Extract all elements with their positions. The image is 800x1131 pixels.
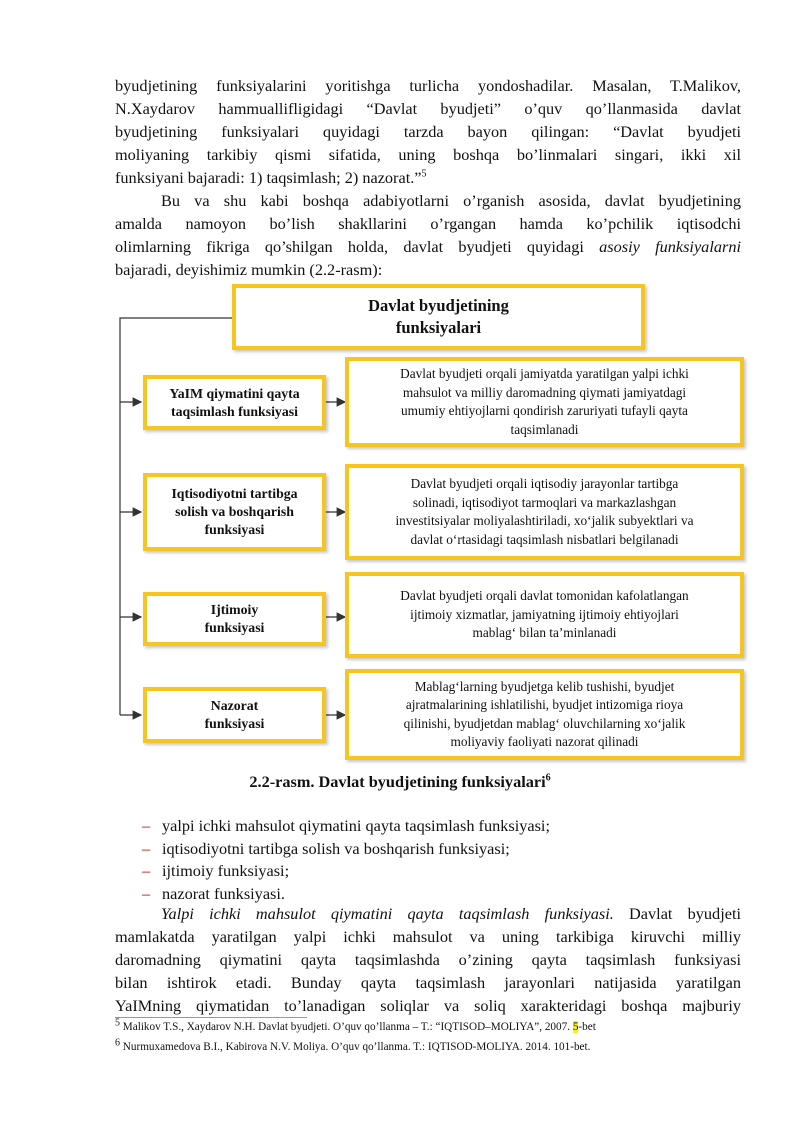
function-box-control [143,687,326,743]
box-line: ijtimoiy xizmatlar, jamiyatning ijtimoiy ehtiyojlari [410,606,679,622]
paragraph-1 [115,74,741,189]
diagram-title-line: Davlat byudjetining [368,296,509,315]
box-line: funksiyasi [204,716,265,731]
footnote-6 [115,1037,591,1055]
box-line: mahsulot va milliy daromadning qiymati jamiyatdagi [402,384,687,400]
footnote-number: 6 [115,1037,120,1049]
text-line: byudjetining funksiyalarini yoritishga turlicha yondoshadilar. Masalan, T.Malikov, [115,76,741,95]
paragraph-2 [115,189,741,281]
list-item: – ijtimoiy funksiyasi; [142,860,550,883]
footnote-ref: 6 [545,772,551,784]
figure-caption [0,771,800,793]
text-line: funksiyani bajaradi: 1) taqsimlash; 2) nazorat.”$^5$ [115,168,427,187]
box-line: funksiyasi [204,620,265,635]
box-line: Davlat byudjeti orqali iqtisodiy jarayonlar tartibga [410,476,679,491]
text-line: mamlakatda yaratilgan yalpi ichki mahsulot va uning tarkibiga kiruvchi milliy [115,927,741,946]
box-line: Ijtimoiy [210,602,259,617]
footnote-5 [115,1017,596,1035]
description-box-control [345,669,744,760]
highlighted-page-number: 5 [572,1021,579,1033]
footnote-number: 5 [115,1017,120,1029]
function-box-social [143,592,326,646]
emphasis-text: asosiy funksiyalarni [599,237,741,256]
text-line: daromadning qiymatini qayta taqsimlashda o’zining qayta taqsimlash funksiyasi [115,950,741,969]
box-line: umumiy ehtiyojlarni qondirish zaruriyati tufayli qayta [401,403,688,418]
box-line: qilinishi, byudjetdan mablag‘ oluvchilarning xo‘jalik [403,715,686,731]
box-line: Davlat byudjeti orqali davlat tomonidan kafolatlangan [400,588,689,604]
text-line: byudjetining funksiyalari quyidagi tarzda bayon qilingan: “Davlat byudjeti [115,122,741,141]
description-box-economic-regulation [345,464,744,560]
text-line: amalda namoyon bo’lish shakllarini o’rgangan hamda ko’pchilik iqtisodchi [115,214,741,233]
caption-text: 2.2-rasm. Davlat byudjetining funksiyalari [249,772,546,791]
box-line: solinadi, iqtisodiyot tarmoqlari va markazlashgan [412,494,677,510]
box-line: taqsimlash funksiyasi [171,403,298,419]
text-line: N.Xaydarov hammuallifligidagi “Davlat byudjeti” o’quv qo’llanmasida davlat [115,99,741,118]
diagram-title-line: funksiyalari [395,318,482,337]
diagram-title-box [232,284,645,350]
description-box-social [345,572,744,658]
text-line: Yalpi ichki mahsulot qiymatini qayta taqsimlash funksiyasi. Davlat byudjeti [161,904,741,923]
list-item: – yalpi ichki mahsulot qiymatini qayta taqsimlash funksiyasi; [142,815,550,838]
footnote-divider [115,1017,307,1018]
box-line: Davlat byudjeti orqali jamiyatda yaratilgan yalpi ichki [400,366,689,381]
box-line: YaIM qiymatini qayta [169,385,300,401]
footnote-text: Malikov T.S., Xaydarov N.H. Davlat byudjeti. O’quv qo’llanma – T.: “IQTISOD–MOLIYA”, 2007. [122,1021,573,1033]
list-item: – nazorat funksiyasi. [142,883,550,906]
text-line: olimlarning fikriga qo’shilgan holda, davlat byudjeti quyidagi asosiy funksiyalarni [115,237,741,256]
text-line: moliyaning tarkibiy qismi sifatida, uning boshqa bo’linmalari singari, ikki xil [115,145,741,164]
box-line: Iqtisodiyotni tartibga [171,486,298,501]
box-line: solish va boshqarish [175,504,294,519]
text-line: bilan ishtirok etadi. Bunday qayta taqsimlash jarayonlari natijasida yaratilgan [115,973,741,992]
list-item: – iqtisodiyotni tartibga solish va boshqarish funksiyasi; [142,838,550,861]
paragraph-3 [115,902,741,1017]
footnote-ref: 5 [421,168,427,180]
function-box-gdp-redistribution [143,375,326,430]
box-line: davlat o‘rtasidagi taqsimlash nisbatlari belgilanadi [410,531,679,547]
text-line: Bu va shu kabi boshqa adabiyotlarni o’rganish asosida, davlat byudjetining [161,191,741,210]
text-line: YaIMning qiymatidan to’lanadigan soliqlar va soliq xarakteridagi boshqa majburiy [115,996,741,1015]
emphasis-text: Yalpi ichki mahsulot qiymatini qayta taqsimlash funksiyasi. [161,904,614,923]
function-list [142,815,550,905]
box-line: funksiyasi [204,522,265,537]
footnote-text: -bet [578,1021,596,1033]
box-line: ajratmalarining ishlatilishi, byudjet intizomiga rioya [405,697,684,712]
function-box-economic-regulation [143,473,326,551]
box-line: taqsimlanadi [510,421,579,437]
box-line: moliyaviy faoliyati nazorat qilinadi [450,734,639,749]
box-line: investitsiyalar moliyalashtiriladi, xo‘jalik subyektlari va [395,513,694,528]
box-line: Nazorat [210,698,259,713]
footnote-text: Nurmuxamedova B.I., Kabirova N.V. Moliya. O’quv qo’llanma. T.: IQTISOD-MOLIYA. 2014. 101-bet. [122,1041,591,1053]
description-box-gdp-redistribution [345,357,744,447]
box-line: mablag‘ bilan ta’minlanadi [472,625,617,641]
box-line: Mablag‘larning byudjetga kelib tushishi, byudjet [414,678,675,694]
text-line: bajaradi, deyishimiz mumkin (2.2-rasm): [115,260,383,279]
